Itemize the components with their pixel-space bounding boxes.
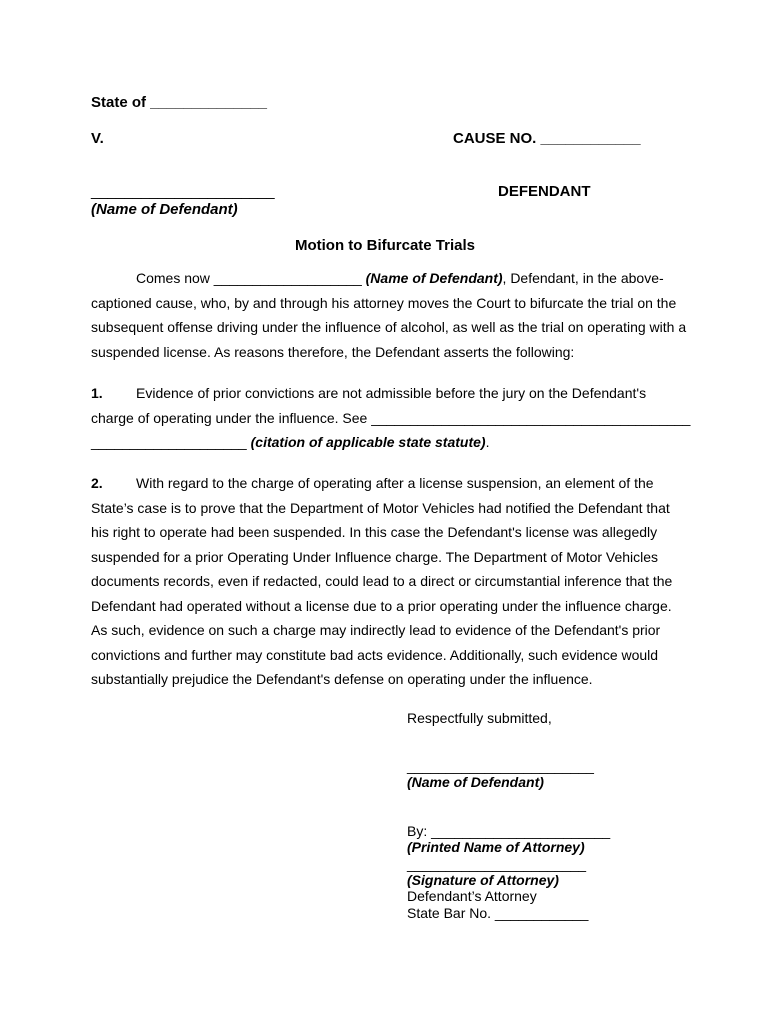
defendant-heading: DEFENDANT (498, 183, 591, 200)
intro-lead: Comes now ___________________ (136, 270, 366, 286)
paragraph-2-line-3: his right to operate had been suspended. In this case the Defendant's license was allegedly (91, 524, 658, 540)
intro-defendant-label: (Name of Defendant) (365, 270, 503, 286)
paragraph-2-line-2: State’s case is to prove that the Department of Motor Vehicles had notified the Defendant that (91, 500, 670, 516)
state-bar-number: State Bar No. ____________ (407, 905, 589, 921)
cause-number: CAUSE NO. ____________ (453, 130, 641, 147)
paragraph-1-number: 1. (91, 385, 103, 401)
intro-line1-rest: , Defendant, in the above- (502, 270, 664, 286)
citation-label: (citation of applicable state statute) (250, 434, 486, 450)
paragraph-1-line-3 (91, 434, 489, 450)
paragraph-1-line-2: charge of operating under the influence. See _________________________________________ (91, 410, 691, 426)
printed-name-label: (Printed Name of Attorney) (407, 839, 585, 855)
paragraph-2-line-8: convictions and further may constitute bad acts evidence. Additionally, such evidence would (91, 647, 659, 663)
document-title: Motion to Bifurcate Trials (294, 237, 475, 254)
intro-line-3: subsequent offense driving under the influence of alcohol, as well as the trial on operating with a (91, 319, 687, 335)
paragraph-2-number: 2. (91, 475, 103, 491)
defendant-signature-line: ________________________ (407, 758, 594, 774)
paragraph-2-text-1: With regard to the charge of operating after a license suspension, an element of the (136, 475, 654, 491)
paragraph-1-text-1: Evidence of prior convictions are not admissible before the jury on the Defendant's (136, 385, 647, 401)
intro-line-1 (136, 270, 664, 286)
attorney-signature-line: _______________________ (407, 856, 587, 872)
attorney-title: Defendant’s Attorney (407, 888, 537, 904)
paragraph-2-line-5: documents records, even if redacted, could lead to a direct or circumstantial inference that the (91, 573, 673, 589)
citation-end: . (485, 434, 490, 450)
citation-blank: ____________________ (91, 434, 251, 450)
defendant-name-blank: ______________________ (91, 183, 275, 200)
paragraph-2-line-1 (91, 475, 654, 491)
intro-line-2: captioned cause, who, by and through his attorney moves the Court to bifurcate the trial on the (91, 295, 677, 311)
attorney-signature-label: (Signature of Attorney) (407, 872, 559, 888)
versus-label: V. (91, 130, 104, 147)
intro-line-4: suspended license. As reasons therefore, the Defendant asserts the following: (91, 344, 575, 360)
attorney-by-line: By: _______________________ (407, 823, 611, 839)
paragraph-1-line-1 (91, 385, 646, 401)
paragraph-2-line-6: Defendant had operated without a license due to a prior operating under the influence charge. (91, 598, 672, 614)
state-of-line: State of ______________ (91, 94, 267, 111)
defendant-signature-label: (Name of Defendant) (407, 774, 544, 790)
paragraph-2-line-7: As such, evidence on such a charge may indirectly lead to evidence of the Defendant's prior (91, 622, 661, 638)
respectfully-submitted: Respectfully submitted, (407, 710, 552, 726)
paragraph-2-line-9: substantially prejudice the Defendant's defense on operating under the influence. (91, 671, 593, 687)
paragraph-2-line-4: suspended for a prior Operating Under Influence charge. The Department of Motor Vehicles (91, 549, 659, 565)
defendant-name-label: (Name of Defendant) (91, 201, 238, 218)
